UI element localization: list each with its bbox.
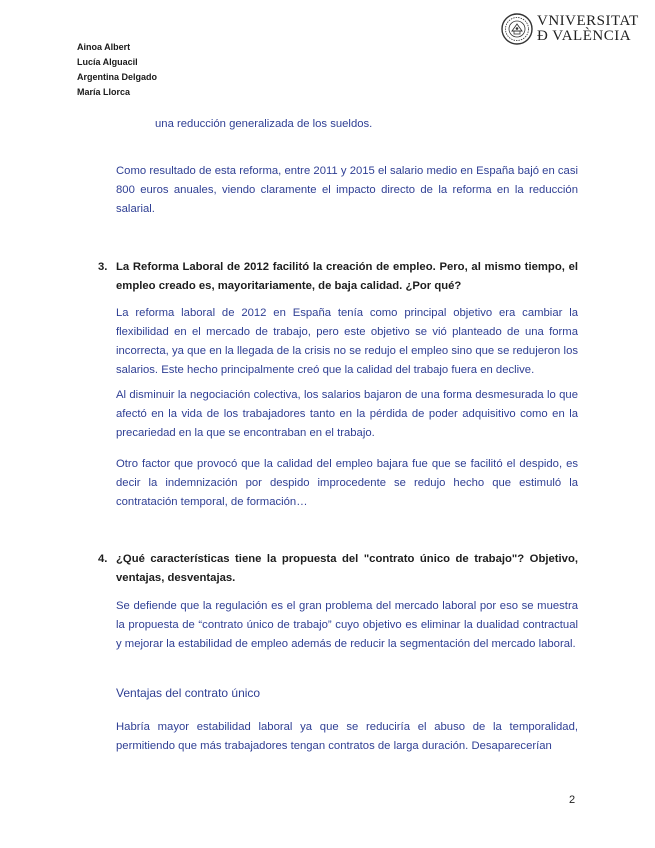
author-name: María Llorca bbox=[77, 87, 131, 97]
paragraph: Otro factor que provocó que la calidad del empleo bajara fue que se facilitó el despido, es decir la indemnización por despido improcedente se redujo hecho que estimuló la contratación temporal, de formación… bbox=[116, 458, 578, 508]
logo-line-1: VNIVERSITAT bbox=[537, 13, 639, 29]
question-4 bbox=[98, 550, 578, 588]
paragraph: Al disminuir la negociación colectiva, los salarios bajaron de una forma desmesurada lo que afectó en la vida de los trabajadores tanto en la pérdida de poder adquisitivo como en la precariedad en la que se encontraban en el trabajo. bbox=[116, 389, 578, 439]
question-text: La Reforma Laboral de 2012 facilitó la creación de empleo. Pero, al mismo tiempo, el empleo creado es, mayoritariamente, de baja calidad. ¿Por qué? bbox=[116, 261, 578, 292]
section-subheading: Ventajas del contrato único bbox=[116, 686, 261, 700]
paragraph: La reforma laboral de 2012 en España tenía como principal objetivo era cambiar la flexibilidad en el mercado de trabajo, pero este objetivo se vió planteado de una forma incorrecta, ya que en la llegada de la crisis no se redujo el empleo sino que se redujeron los salarios. Este hecho principalmente creó que la calidad del trabajo fuera en declive. bbox=[116, 307, 578, 376]
author-name: Lucía Alguacil bbox=[77, 57, 138, 67]
paragraph: una reducción generalizada de los sueldos. bbox=[155, 118, 373, 130]
question-number: 4. bbox=[98, 553, 108, 565]
logo-line-2: Đ VALÈNCIA bbox=[537, 28, 632, 44]
author-name: Ainoa Albert bbox=[77, 42, 131, 52]
author-list bbox=[77, 40, 157, 100]
paragraph: Habría mayor estabilidad laboral ya que se reduciría el abuso de la temporalidad, permitiendo que más trabajadores tengan contratos de larga duración. Desaparecerían bbox=[116, 721, 578, 752]
paragraph: Como resultado de esta reforma, entre 2011 y 2015 el salario medio en España bajó en casi 800 euros anuales, viendo claramente el impacto directo de la reforma en la reducción salarial. bbox=[116, 165, 578, 215]
question-number: 3. bbox=[98, 261, 108, 273]
university-seal-icon bbox=[501, 13, 533, 45]
paragraph: Se defiende que la regulación es el gran problema del mercado laboral por eso se muestra la propuesta de “contrato único de trabajo” cuyo objetivo es eliminar la dualidad contractual y mejorar la estabilidad de empleo además de reducir la segmentación del mercado laboral. bbox=[116, 600, 578, 650]
question-3 bbox=[98, 258, 578, 296]
page-number: 2 bbox=[569, 794, 576, 806]
university-logo bbox=[501, 13, 639, 47]
question-text: ¿Qué características tiene la propuesta del "contrato único de trabajo"? Objetivo, ventajas, desventajas. bbox=[116, 553, 578, 584]
author-name: Argentina Delgado bbox=[77, 72, 158, 82]
